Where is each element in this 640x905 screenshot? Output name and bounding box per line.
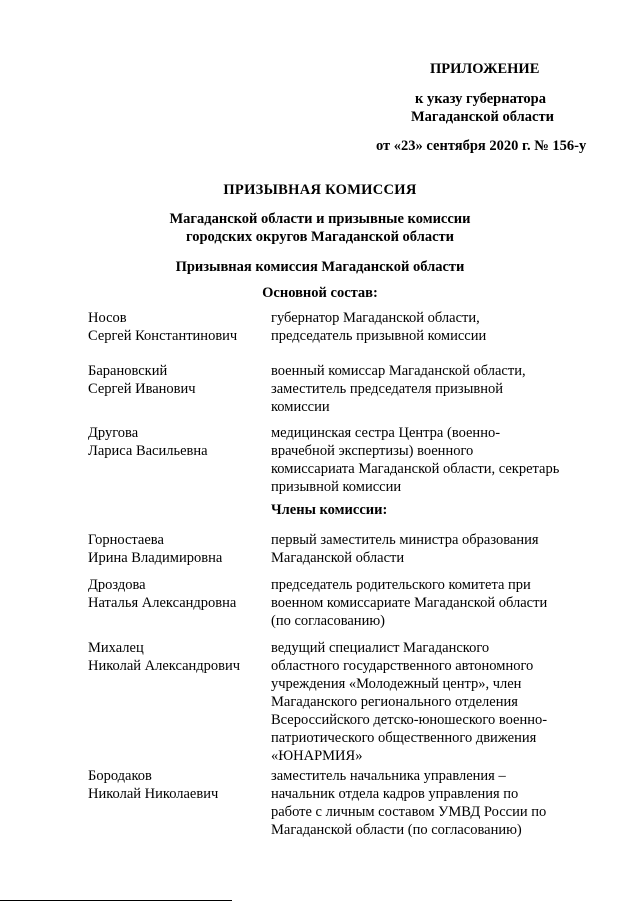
position-text bbox=[271, 531, 574, 567]
position-line: медицинская сестра Центра (военно- bbox=[271, 425, 501, 441]
position-line: призывной комиссии bbox=[271, 479, 402, 495]
person-name bbox=[88, 767, 263, 803]
surname: Горностаева bbox=[88, 532, 164, 548]
position-text bbox=[271, 576, 574, 630]
position-line: Магаданской области bbox=[271, 550, 405, 566]
appendix-title: ПРИЛОЖЕНИЕ bbox=[430, 61, 540, 77]
surname: Михалец bbox=[88, 640, 144, 656]
position-line: первый заместитель министра образования bbox=[271, 532, 539, 548]
given-names: Лариса Васильевна bbox=[88, 443, 208, 459]
position-line: комиссии bbox=[271, 399, 330, 415]
given-names: Николай Александрович bbox=[88, 658, 241, 674]
commission-heading: Призывная комиссия Магаданской области bbox=[175, 259, 465, 275]
position-line: работе с личным составом УМВД России по bbox=[271, 804, 547, 820]
surname: Другова bbox=[88, 425, 139, 441]
position-line: ведущий специалист Магаданского bbox=[271, 640, 490, 656]
given-names: Наталья Александровна bbox=[88, 595, 237, 611]
position-line: «ЮНАРМИЯ» bbox=[271, 748, 363, 764]
position-line: областного государственного автономного bbox=[271, 658, 534, 674]
position-text bbox=[271, 639, 574, 765]
position-text bbox=[271, 767, 574, 839]
position-line: Магаданского регионального отделения bbox=[271, 694, 518, 710]
position-line: комиссариата Магаданской области, секретарь bbox=[271, 461, 560, 477]
subtitle-line2: городских округов Магаданской области bbox=[186, 229, 454, 245]
position-line: председатель родительского комитета при bbox=[271, 577, 531, 593]
given-names: Николай Николаевич bbox=[88, 786, 219, 802]
decree-ref-line2: Магаданской области bbox=[411, 109, 554, 125]
position-text bbox=[271, 424, 574, 496]
person-name bbox=[88, 639, 263, 675]
decree-date-number: от «23» сентября 2020 г. № 156-у bbox=[376, 138, 587, 154]
position-line: губернатор Магаданской области, bbox=[271, 310, 480, 326]
given-names: Ирина Владимировна bbox=[88, 550, 223, 566]
position-text bbox=[271, 362, 574, 416]
position-line: Магаданской области (по согласованию) bbox=[271, 822, 522, 838]
person-name bbox=[88, 531, 263, 567]
given-names: Сергей Константинович bbox=[88, 328, 238, 344]
surname: Бородаков bbox=[88, 768, 152, 784]
position-line: военном комиссариате Магаданской области bbox=[271, 595, 548, 611]
given-names: Сергей Иванович bbox=[88, 381, 196, 397]
decree-ref-line1: к указу губернатора bbox=[415, 91, 546, 107]
position-line: заместитель начальника управления – bbox=[271, 768, 506, 784]
position-text bbox=[271, 309, 574, 345]
position-line: (по согласованию) bbox=[271, 613, 385, 629]
position-line: учреждения «Молодежный центр», член bbox=[271, 676, 522, 692]
surname: Дроздова bbox=[88, 577, 146, 593]
position-line: врачебной экспертизы) военного bbox=[271, 443, 474, 459]
position-line: заместитель председателя призывной bbox=[271, 381, 503, 397]
position-line: председатель призывной комиссии bbox=[271, 328, 487, 344]
person-name bbox=[88, 362, 263, 398]
person-name bbox=[88, 576, 263, 612]
position-line: патриотического общественного движения bbox=[271, 730, 537, 746]
position-line: военный комиссар Магаданской области, bbox=[271, 363, 526, 379]
position-line: начальник отдела кадров управления по bbox=[271, 786, 519, 802]
subtitle-line1: Магаданской области и призывные комиссии bbox=[169, 211, 471, 227]
main-staff-heading: Основной состав: bbox=[262, 285, 378, 301]
position-line: Всероссийского детско-юношеского военно- bbox=[271, 712, 548, 728]
surname: Носов bbox=[88, 310, 127, 326]
footnote-divider bbox=[0, 900, 232, 901]
person-name bbox=[88, 424, 263, 460]
page-title: ПРИЗЫВНАЯ КОМИССИЯ bbox=[223, 182, 417, 198]
person-name bbox=[88, 309, 263, 345]
members-heading: Члены комиссии: bbox=[271, 502, 388, 518]
surname: Барановский bbox=[88, 363, 168, 379]
